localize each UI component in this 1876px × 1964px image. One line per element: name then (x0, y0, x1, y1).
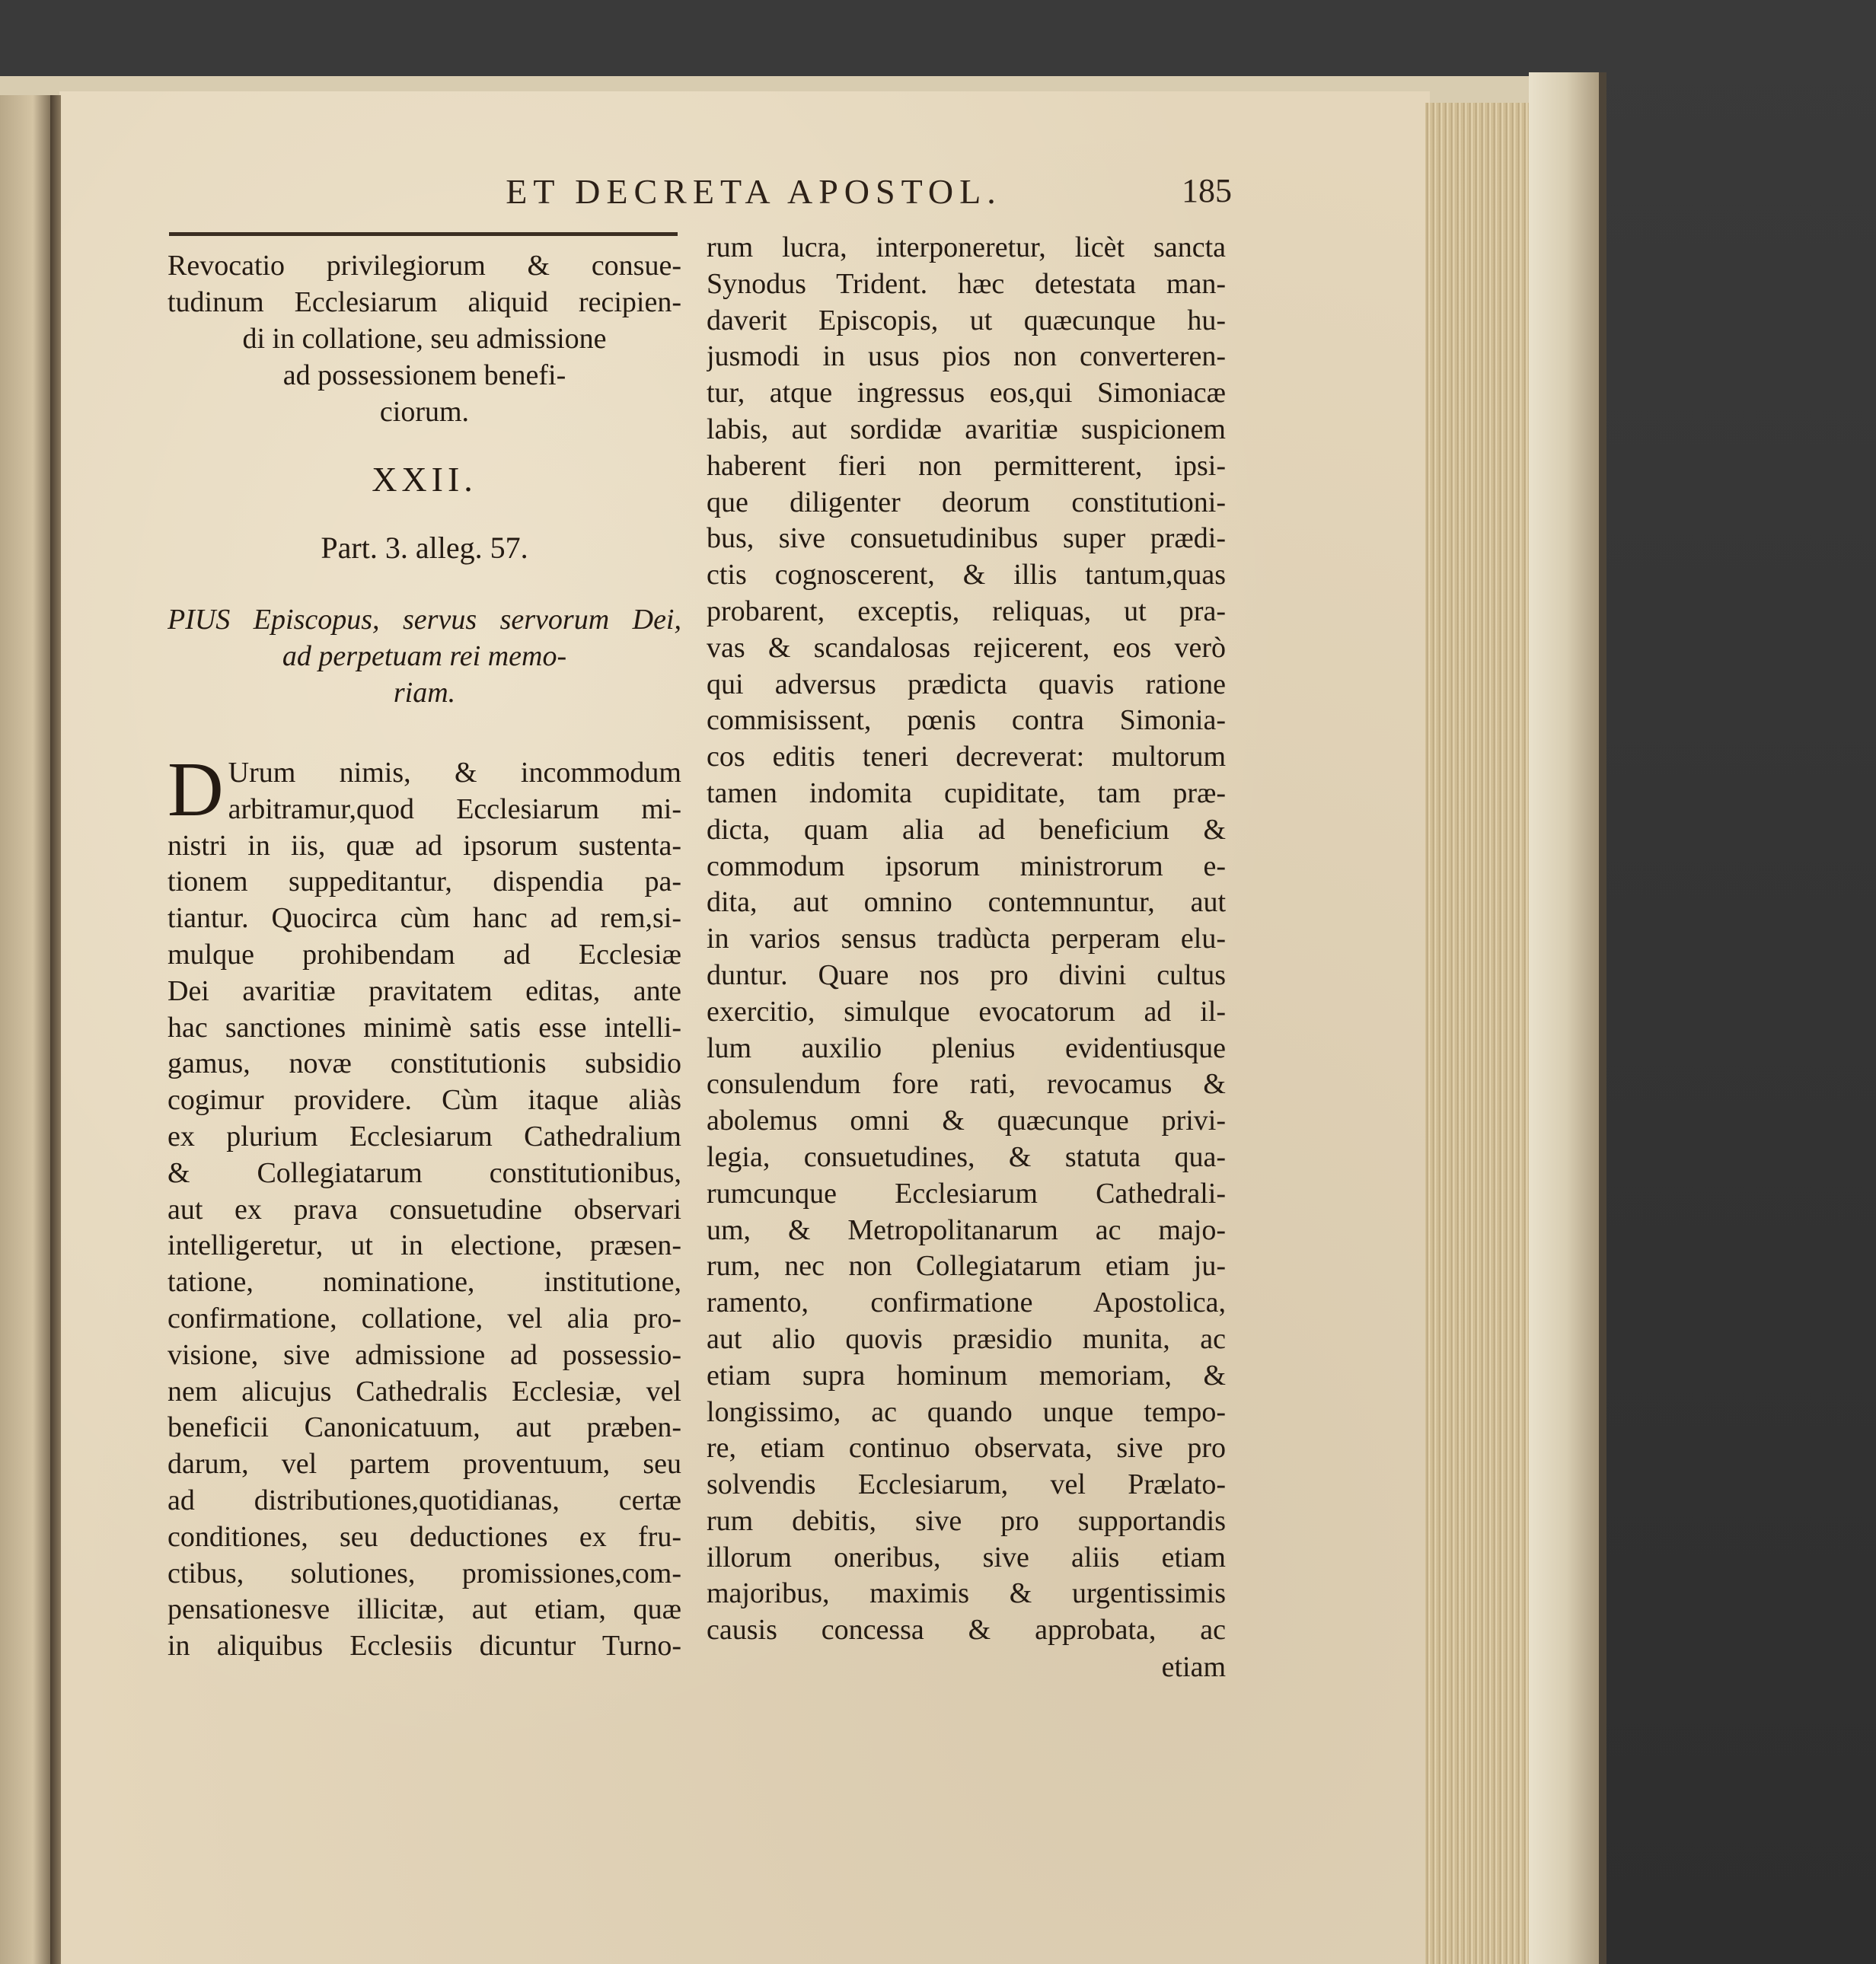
page-number: 185 (1182, 172, 1232, 209)
body-line: longissimo, ac quando unque tempo- (707, 1395, 1226, 1428)
body-line: intelligeretur, ut in electione, præsen- (168, 1229, 681, 1262)
body-line: visione, sive admissione ad possessio- (168, 1338, 681, 1371)
heading-line: Revocatio privilegiorum & consue- (168, 250, 681, 282)
body-line: rum lucra, interponeretur, licèt sancta (707, 231, 1226, 263)
body-line: daverit Episcopis, ut quæcunque hu- (707, 304, 1226, 336)
body-line: hac sanctiones minimè satis esse intelli- (168, 1011, 681, 1044)
body-line: in varios sensus tradùcta perperam elu- (707, 923, 1226, 955)
body-line: ctis cognoscerent, & illis tantum,quas (707, 559, 1226, 591)
heading-line: tudinum Ecclesiarum aliquid recipien- (168, 286, 681, 318)
body-line: re, etiam continuo observata, sive pro (707, 1432, 1226, 1465)
left-page-edge (0, 95, 55, 1964)
body-line: lum auxilio plenius evidentiusque (707, 1031, 1226, 1064)
body-line: ex plurium Ecclesiarum Cathedralium (168, 1120, 681, 1153)
left-column (168, 247, 681, 1665)
body-line: commisissent, pœnis contra Simonia- (707, 704, 1226, 737)
body-line: conditiones, seu deductiones ex fru- (168, 1520, 681, 1553)
body-line: ctibus, solutiones, promissiones,com- (168, 1557, 681, 1589)
body-line: nem alicujus Cathedralis Ecclesiæ, vel (168, 1375, 681, 1408)
drop-cap: D (168, 747, 224, 833)
body-line: gamus, novæ constitutionis subsidio (168, 1047, 681, 1080)
section-heading (168, 247, 681, 430)
heading-line: ad possessionem benefi- (282, 359, 566, 391)
body-line: dicta, quam alia ad beneficium & (707, 813, 1226, 846)
body-line: rum, nec non Collegiatarum etiam ju- (707, 1250, 1226, 1283)
board-shadow (1599, 72, 1606, 1964)
body-line: tiantur. Quocirca cùm hanc ad rem,si- (168, 902, 681, 935)
body-line: vas & scandalosas rejicerent, eos verò (707, 631, 1226, 664)
heading-line: ciorum. (379, 396, 470, 428)
body-line: arbitramur,quod Ecclesiarum mi- (228, 792, 681, 825)
body-line: legia, consuetudines, & statuta qua- (707, 1140, 1226, 1173)
header-rule (169, 232, 678, 236)
body-line: aut ex prava consuetudine observari (168, 1193, 681, 1226)
body-line: jusmodi in usus pios non converteren- (707, 340, 1226, 373)
body-line: tamen indomita cupiditate, tam præ- (707, 776, 1226, 809)
gutter (50, 95, 61, 1964)
body-line: mulque prohibendam ad Ecclesiæ (168, 938, 681, 971)
page-fore-edge (1425, 103, 1532, 1964)
body-line: rum debitis, sive pro supportandis (707, 1504, 1226, 1537)
body-line: & Collegiatarum constitutionibus, (168, 1156, 681, 1189)
body-line: causis concessa & approbata, ac (707, 1614, 1226, 1647)
body-line: que diligenter deorum constitutioni- (707, 486, 1226, 518)
body-line: probarent, exceptis, reliquas, ut pra- (707, 595, 1226, 627)
body-line: duntur. Quare nos pro divini cultus (707, 958, 1226, 991)
body-line: Urum nimis, & incommodum (228, 757, 681, 789)
book-board (1529, 72, 1605, 1964)
body-line: pensationesve illicitæ, aut etiam, quæ (168, 1593, 681, 1626)
body-line: Dei avaritiæ pravitatem editas, ante (168, 974, 681, 1007)
heading-line: di in collatione, seu admissione (242, 323, 607, 355)
body-line: nistri in iis, quæ ad ipsorum sustenta- (168, 829, 681, 862)
body-line: aut alio quovis præsidio munita, ac (707, 1322, 1226, 1355)
body-line: haberent fieri non permitterent, ipsi- (707, 449, 1226, 482)
body-line: solvendis Ecclesiarum, vel Prælato- (707, 1468, 1226, 1501)
body-line: beneficii Canonicatuum, aut præben- (168, 1411, 681, 1444)
body-line: labis, aut sordidæ avaritiæ suspicionem (707, 413, 1226, 445)
body-line: tionem suppeditantur, dispendia pa- (168, 866, 681, 898)
body-line: qui adversus prædicta quavis ratione (707, 668, 1226, 700)
body-line: commodum ipsorum ministrorum e- (707, 850, 1226, 882)
papal-intro (168, 601, 681, 711)
intro-line: riam. (393, 677, 456, 709)
body-line: abolemus omni & quæcunque privi- (707, 1105, 1226, 1137)
catchword: etiam (1161, 1651, 1226, 1684)
body-line: Synodus Trident. hæc detestata man- (707, 267, 1226, 300)
right-column (707, 230, 1226, 1685)
body-line: ramento, confirmatione Apostolica, (707, 1286, 1226, 1319)
body-line: dita, aut omnino contemnuntur, aut (707, 886, 1226, 919)
body-line: etiam supra hominum memoriam, & (707, 1359, 1226, 1392)
body-line: in aliquibus Ecclesiis dicuntur Turno- (168, 1630, 681, 1663)
intro-line: ad perpetuam rei memo- (282, 640, 567, 672)
body-line: rumcunque Ecclesiarum Cathedrali- (707, 1177, 1226, 1210)
section-reference: Part. 3. alleg. 57. (321, 531, 528, 565)
body-line: ad distributiones,quotidianas, certæ (168, 1484, 681, 1516)
body-line: confirmatione, collatione, vel alia pro- (168, 1302, 681, 1334)
running-head: ET DECRETA APOSTOL. (506, 172, 1002, 211)
body-line: um, & Metropolitanarum ac majo- (707, 1213, 1226, 1246)
body-line: exercitio, simulque evocatorum ad il- (707, 995, 1226, 1028)
body-line: consulendum fore rati, revocamus & (707, 1068, 1226, 1101)
left-body-text (168, 747, 681, 1665)
body-line: majoribus, maximis & urgentissimis (707, 1577, 1226, 1610)
body-line: tur, atque ingressus eos,qui Simoniacæ (707, 377, 1226, 410)
body-line: cogimur providere. Cùm itaque aliàs (168, 1084, 681, 1117)
body-line: cos editis teneri decreverat: multorum (707, 741, 1226, 773)
body-line: bus, sive consuetudinibus super prædi- (707, 522, 1226, 555)
intro-line: PIUS Episcopus, servus servorum Dei, (168, 604, 681, 636)
body-line: illorum oneribus, sive aliis etiam (707, 1541, 1226, 1573)
body-line: darum, vel partem proventuum, seu (168, 1448, 681, 1481)
section-numeral: XXII. (372, 460, 477, 499)
body-line: tatione, nominatione, institutione, (168, 1266, 681, 1299)
